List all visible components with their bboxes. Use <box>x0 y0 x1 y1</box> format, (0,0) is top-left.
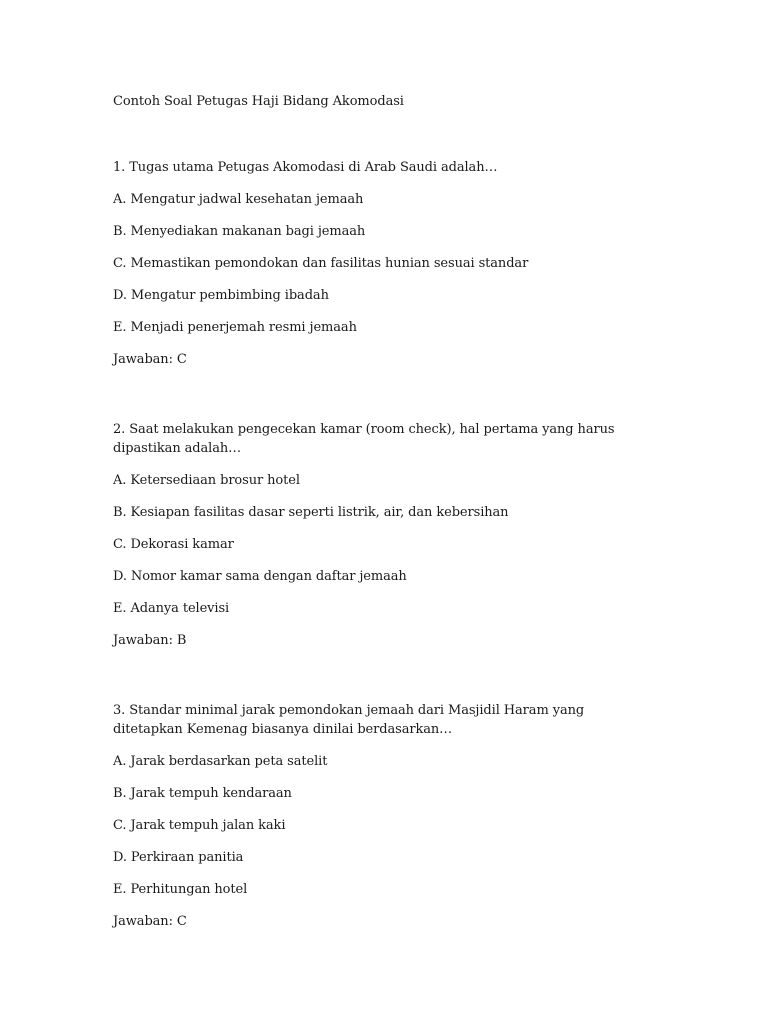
option-b: B. Menyediakan makanan bagi jemaah <box>113 224 366 239</box>
document-title: Contoh Soal Petugas Haji Bidang Akomodasi <box>113 94 404 109</box>
option-d: D. Perkiraan panitia <box>113 850 244 865</box>
option-c: C. Dekorasi kamar <box>113 537 234 552</box>
option-a: A. Jarak berdasarkan peta satelit <box>113 754 328 769</box>
option-e: E. Perhitungan hotel <box>113 882 248 897</box>
document-page <box>113 92 643 982</box>
option-e: E. Adanya televisi <box>113 601 230 616</box>
question-text: 1. Tugas utama Petugas Akomodasi di Arab Saudi adalah… <box>113 160 498 175</box>
option-c: C. Jarak tempuh jalan kaki <box>113 818 286 833</box>
answer-text: Jawaban: B <box>113 633 187 648</box>
question-2 <box>113 420 643 650</box>
option-b: B. Kesiapan fasilitas dasar seperti listrik, air, dan kebersihan <box>113 505 509 520</box>
answer-text: Jawaban: C <box>113 914 187 929</box>
option-b: B. Jarak tempuh kendaraan <box>113 786 292 801</box>
answer-text: Jawaban: C <box>113 352 187 367</box>
option-a: A. Ketersediaan brosur hotel <box>113 473 300 488</box>
option-d: D. Nomor kamar sama dengan daftar jemaah <box>113 569 407 584</box>
question-1 <box>113 158 643 369</box>
option-c: C. Memastikan pemondokan dan fasilitas hunian sesuai standar <box>113 256 529 271</box>
option-a: A. Mengatur jadwal kesehatan jemaah <box>113 192 364 207</box>
question-text: 2. Saat melakukan pengecekan kamar (room check), hal pertama yang harus dipastikan adalah… <box>113 422 615 456</box>
question-text: 3. Standar minimal jarak pemondokan jemaah dari Masjidil Haram yang ditetapkan Kemenag biasanya dinilai berdasarkan… <box>113 703 585 737</box>
option-d: D. Mengatur pembimbing ibadah <box>113 288 329 303</box>
option-e: E. Menjadi penerjemah resmi jemaah <box>113 320 357 335</box>
question-3 <box>113 701 643 931</box>
